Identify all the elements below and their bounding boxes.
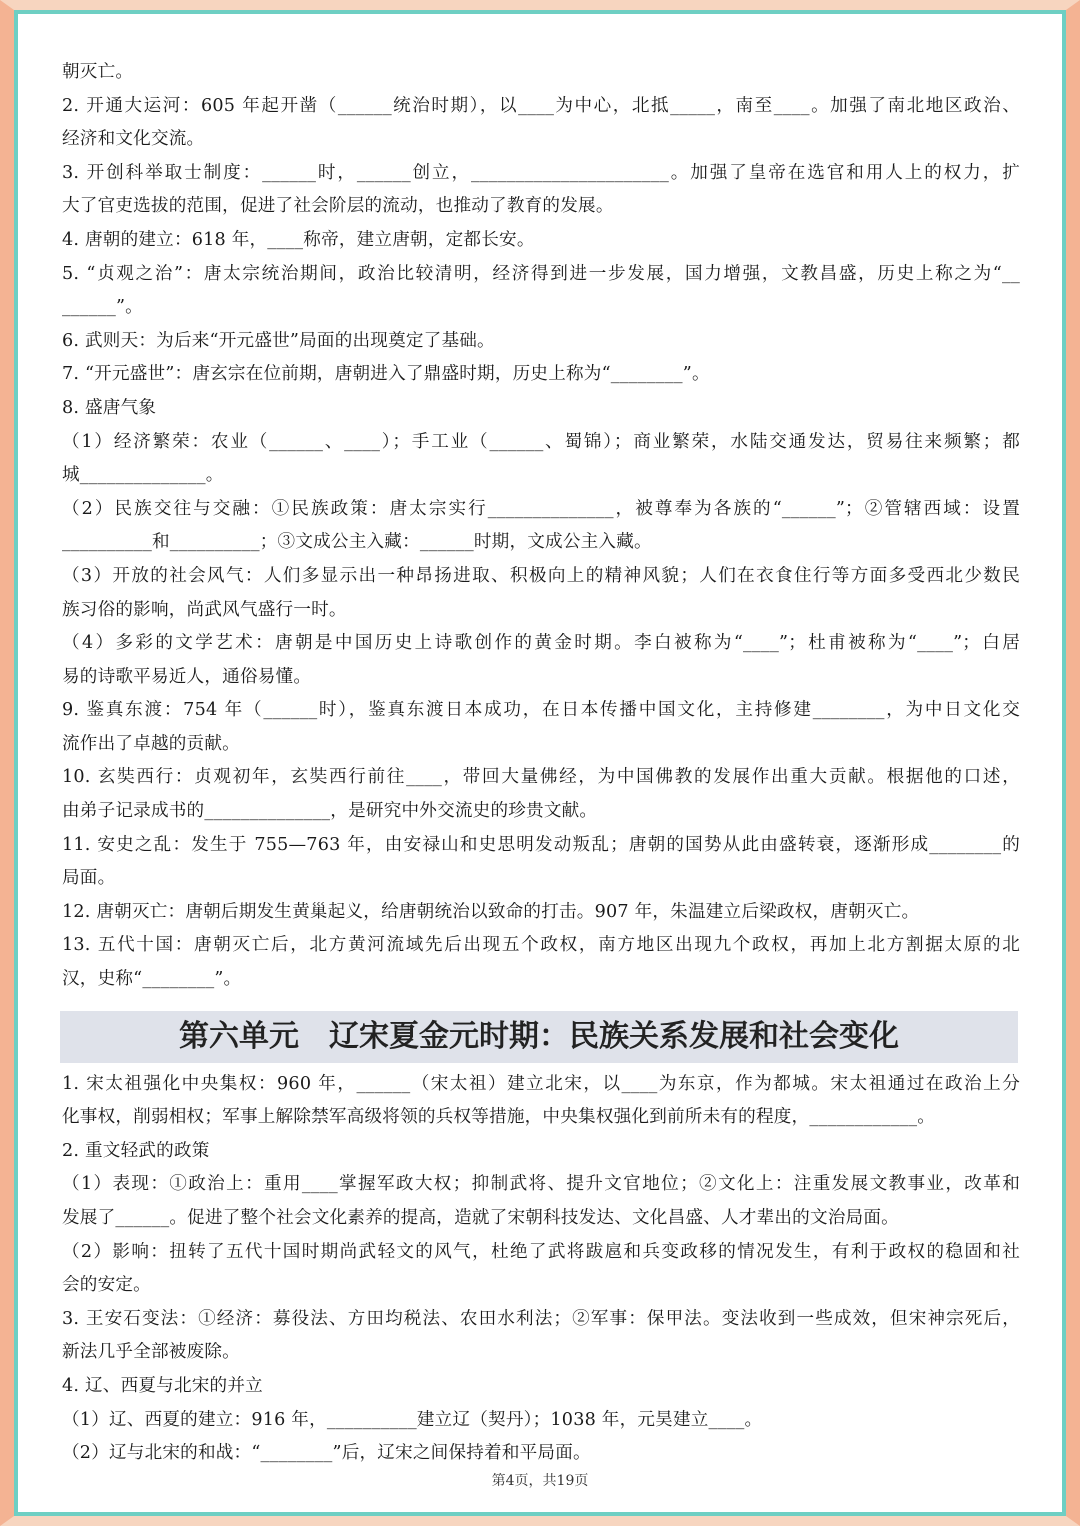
text-line: 会的安定。 [62,1275,151,1296]
text-line: 经济和文化交流。 [62,129,205,150]
text-line: 6. 武则天：为后来“开元盛世”局面的出现奠定了基础。 [62,330,495,351]
text-line: 局面。 [62,868,116,889]
text-line: __________和__________；③文成公主入藏：______时期，文成公主入藏。 [62,532,652,553]
unit-six-notes [62,1068,1020,1471]
text-line: 朝灭亡。 [62,62,134,82]
text-line: 大了官吏选拔的范围，促进了社会阶层的流动，也推动了教育的发展。 [62,196,614,217]
text-line: （2）辽与北宋的和战：“________”后，辽宋之间保持着和平局面。 [62,1443,591,1464]
text-line: 7. “开元盛世”：唐玄宗在位前期，唐朝进入了鼎盛时期，历史上称为“________”。 [62,364,710,385]
text-line: 9. 鉴真东渡：754 年（______时），鉴真东渡日本成功，在日本传播中国文化，主持修建________，为中日文化交 [62,700,1020,721]
text-line: 2. 重文轻武的政策 [62,1140,210,1161]
text-line: 8. 盛唐气象 [62,397,157,418]
text-line: ______”。 [62,297,143,318]
text-line: 1. 宋太祖强化中央集权：960 年，______（宋太祖）建立北宋，以____为东京，作为都城。宋太祖通过在政治上分 [62,1073,1020,1094]
text-line: 发展了______。促进了整个社会文化素养的提高，造就了宋朝科技发达、文化昌盛、人才辈出的文治局面。 [62,1208,899,1228]
text-line: 易的诗歌平易近人，通俗易懂。 [62,666,312,687]
text-line: 新法几乎全部被废除。 [62,1342,240,1363]
unit-five-notes [62,56,1020,997]
text-line: 4. 唐朝的建立：618 年，____称帝，建立唐朝，定都长安。 [62,229,535,250]
text-line: （2）影响：扭转了五代十国时期尚武轻文的风气，杜绝了武将跋扈和兵变政移的情况发生，有利于政权的稳固和社 [62,1241,1020,1262]
text-line: 2. 开通大运河：605 年起开凿（______统治时期），以____为中心，北抵_____，南至____。加强了南北地区政治、 [62,95,1020,116]
text-line: 汉，史称“________”。 [62,969,242,990]
text-line: （1）经济繁荣：农业（______、____）；手工业（______、蜀锦）；商业繁荣，水陆交通发达，贸易往来频繁；都 [62,431,1020,452]
text-line: 12. 唐朝灭亡：唐朝后期发生黄巢起义，给唐朝统治以致命的打击。907 年，朱温建立后梁政权，唐朝灭亡。 [62,901,920,922]
text-line: （3）开放的社会风气：人们多显示出一种昂扬进取、积极向上的精神风貌；人们在衣食住行等方面多受西北少数民 [62,565,1020,586]
text-line: （2）民族交往与交融：①民族政策：唐太宗实行______________，被尊奉为各族的“______”；②管辖西域：设置 [62,498,1020,519]
text-line: （1）表现：①政治上：重用____掌握军政大权；抑制武将、提升文官地位；②文化上：注重发展文教事业，改革和 [62,1174,1020,1195]
text-line: 4. 辽、西夏与北宋的并立 [62,1375,263,1396]
text-line: 城______________。 [62,465,224,486]
text-line: 流作出了卓越的贡献。 [62,733,240,754]
text-line: （4）多彩的文学艺术：唐朝是中国历史上诗歌创作的黄金时期。李白被称为“____”；杜甫被称为“____”；白居 [62,633,1020,654]
page-number: 第4页，共19页 [491,1473,589,1489]
text-line: 3. 王安石变法：①经济：募役法、方田均税法、农田水利法；②军事：保甲法。变法收到一些成效，但宋神宗死后， [62,1308,1020,1329]
text-line: 族习俗的影响，尚武风气盛行一时。 [62,599,347,620]
text-line: 化事权，削弱相权；军事上解除禁军高级将领的兵权等措施，中央集权强化到前所未有的程度，____________。 [62,1107,936,1128]
text-line: （1）辽、西夏的建立：916 年，__________建立辽（契丹）；1038 年，元昊建立____。 [62,1409,763,1430]
text-line: 5. “贞观之治”：唐太宗统治期间，政治比较清明，经济得到进一步发展，国力增强，文教昌盛，历史上称之为“__ [62,263,1020,284]
text-line: 3. 开创科举取士制度：______时，______创立，______________________。加强了皇帝在选官和用人上的权力，扩 [62,162,1020,183]
text-line: 11. 安史之乱：发生于 755—763 年，由安禄山和史思明发动叛乱；唐朝的国势从此由盛转衰，逐渐形成________的 [62,834,1020,855]
text-line: 由弟子记录成书的______________，是研究中外交流史的珍贵文献。 [62,801,598,822]
page-content [62,56,1020,1471]
unit-heading: 第六单元 辽宋夏金元时期：民族关系发展和社会变化 [60,1011,1018,1063]
text-line: 13. 五代十国：唐朝灭亡后，北方黄河流域先后出现五个政权，南方地区出现九个政权，再加上北方割据太原的北 [62,935,1020,956]
text-line: 10. 玄奘西行：贞观初年，玄奘西行前往____，带回大量佛经，为中国佛教的发展作出重大贡献。根据他的口述， [62,767,1020,788]
